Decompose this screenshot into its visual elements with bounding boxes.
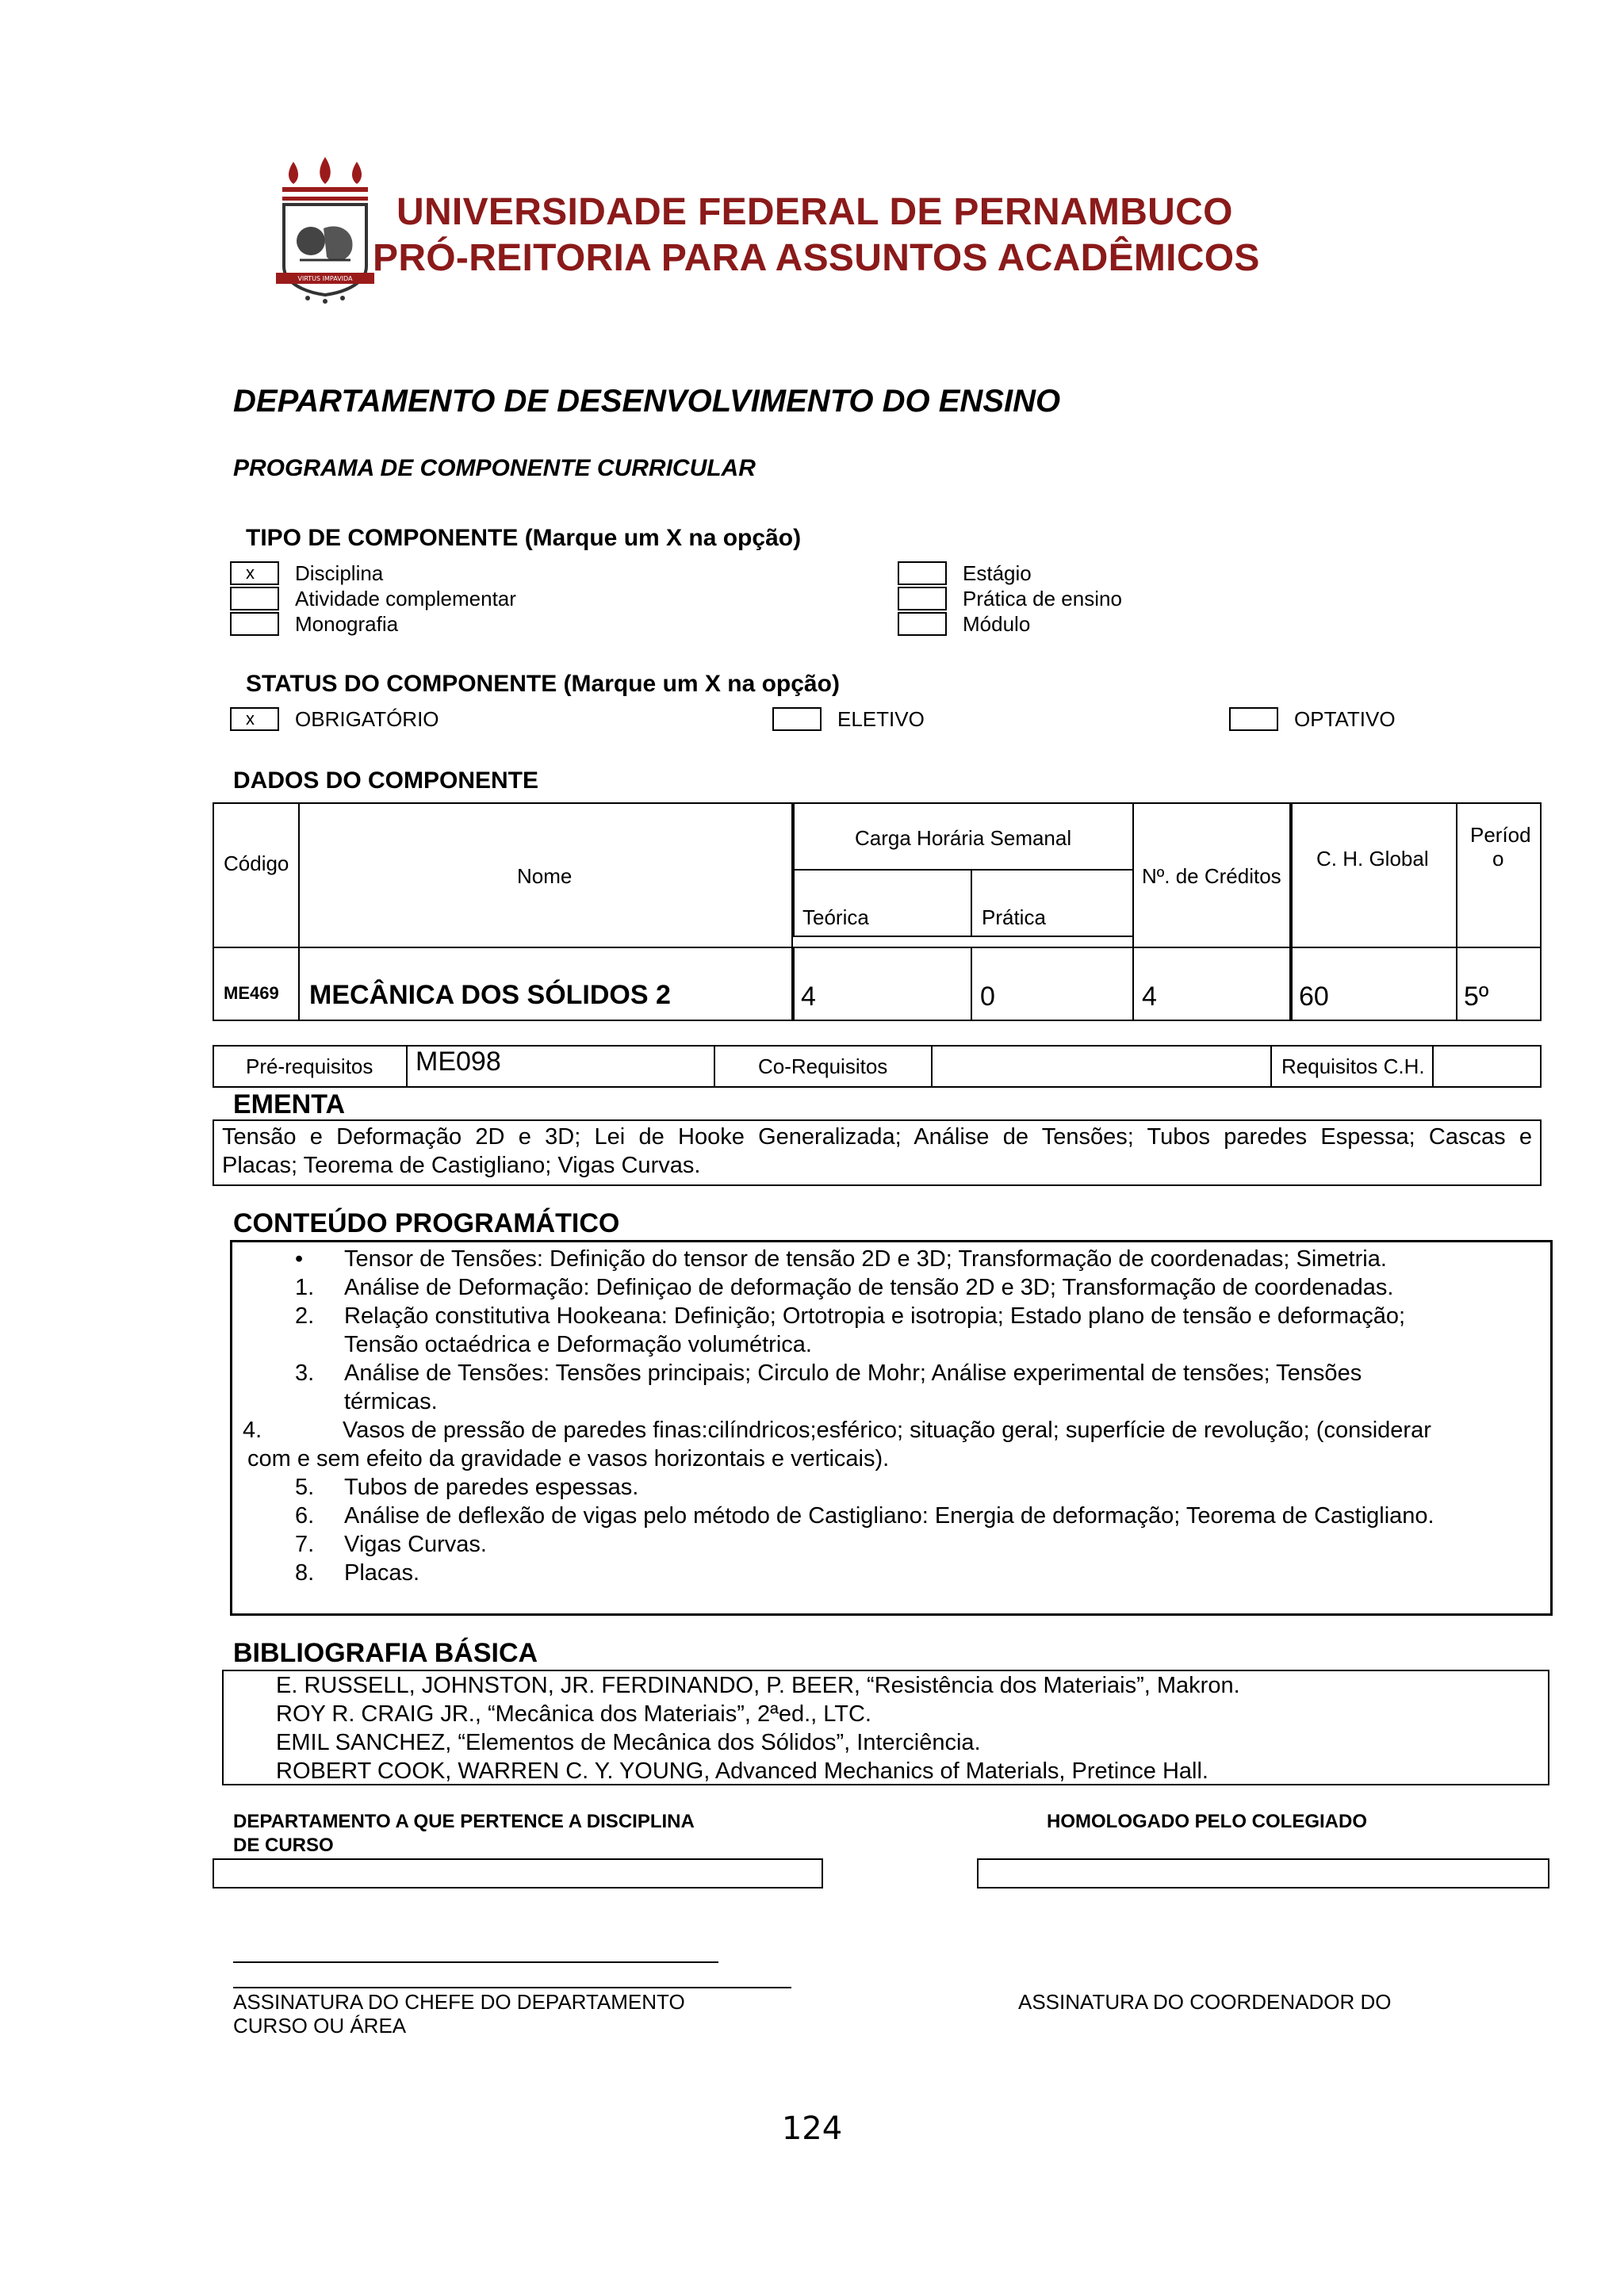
co-requisitos-value-cell [931,1045,1272,1088]
conteudo-item-4-line-1: com e sem efeito da gravidade e vasos horizontais e verticais). [247,1446,890,1471]
option-obrigatorio: OBRIGATÓRIO [295,707,439,731]
header-carga: Carga Horária Semanal [855,826,1072,850]
logo-motto: VIRTUS IMPAVIDA [297,275,353,282]
conteudo-marker-4: 4. [243,1418,262,1443]
departamento-field[interactable] [213,1858,823,1888]
conteudo-marker-5: 5. [295,1475,315,1500]
value-pratica: 0 [980,982,995,1012]
header-chglobal: C. H. Global [1316,847,1429,871]
departamento-label-1: DEPARTAMENTO A QUE PERTENCE A DISCIPLINA [233,1811,695,1832]
requisitos-ch-value-cell [1432,1045,1542,1088]
option-disciplina: Disciplina [295,561,384,585]
header-codigo: Código [224,851,289,875]
option-modulo: Módulo [963,612,1031,636]
assinatura-coordenador: ASSINATURA DO COORDENADOR DO [1018,1990,1392,2014]
requisitos-ch-label: Requisitos C.H. [1281,1054,1425,1078]
option-atividade: Atividade complementar [295,587,516,610]
conteudo-item-8-line-0: Placas. [344,1560,420,1586]
conteudo-item-7-line-0: Vigas Curvas. [344,1532,487,1557]
conteudo-marker-8: 8. [295,1560,315,1586]
conteudo-marker-1: 1. [295,1275,315,1300]
value-teorica-cell [793,947,972,1021]
conteudo-item-4-line-0: Vasos de pressão de paredes finas:cilíndricos;esférico; situação geral; superfície de revolução; (considerar [343,1418,1431,1443]
bibliografia-item-2: EMIL SANCHEZ, “Elementos de Mecânica dos Sólidos”, Interciência. [276,1730,981,1755]
checkbox-obrigatorio[interactable]: x [230,707,279,731]
value-periodo: 5º [1464,982,1489,1012]
departamento-label-2: DE CURSO [233,1835,334,1856]
conteudo-item-2-line-1: Tensão octaédrica e Deformação volumétrica. [344,1332,812,1357]
bibliografia-item-3: ROBERT COOK, WARREN C. Y. YOUNG, Advanced Mechanics of Materials, Pretince Hall. [276,1758,1208,1784]
conteudo-item-3-line-1: térmicas. [344,1389,438,1414]
header-teorica: Teórica [802,905,869,929]
conteudo-marker-7: 7. [295,1532,315,1557]
checkbox-pratica-ensino[interactable] [898,587,947,610]
checkbox-disciplina[interactable]: x [230,561,279,585]
university-title: UNIVERSIDADE FEDERAL DE PERNAMBUCO [396,191,1233,233]
conteudo-item-2-line-0: Relação constitutiva Hookeana: Definição; Ortotropia e isotropia; Estado plano de tensão e deformação; [344,1303,1406,1329]
checkbox-modulo[interactable] [898,612,947,636]
header-creditos: Nº. de Créditos [1142,864,1281,888]
dados-heading: DADOS DO COMPONENTE [233,767,539,794]
value-nome: MECÂNICA DOS SÓLIDOS 2 [309,980,671,1010]
bibliografia-item-0: E. RUSSELL, JOHNSTON, JR. FERDINANDO, P. BEER, “Resistência dos Materiais”, Makron. [276,1673,1240,1698]
header-nome: Nome [517,864,573,888]
signature-line-1 [233,1961,718,1963]
header-periodo-2: o [1492,847,1504,871]
header-pratica: Prática [982,905,1046,929]
ementa-line-2: Placas; Teorema de Castigliano; Vigas Curvas. [222,1153,701,1178]
conteudo-marker-2: 2. [295,1303,315,1329]
university-logo [276,155,374,306]
conteudo-item-1-line-0: Análise de Deformação: Definiçao de deformação de tensão 2D e 3D; Transformação de coordenadas. [344,1275,1394,1300]
pre-requisitos-label: Pré-requisitos [246,1054,373,1078]
ementa-heading: EMENTA [233,1089,346,1119]
checkbox-atividade[interactable] [230,587,279,610]
value-creditos: 4 [1142,982,1157,1012]
conteudo-item-3-line-0: Análise de Tensões: Tensões principais; Circulo de Mohr; Análise experimental de tensões; Tensões [344,1360,1362,1386]
ementa-line-1: Tensão e Deformação 2D e 3D; Lei de Hooke Generalizada; Análise de Tensões; Tubos paredes Espessa; Cascas e [222,1124,1532,1150]
department-heading: DEPARTAMENTO DE DESENVOLVIMENTO DO ENSINO [233,384,1061,419]
program-heading: PROGRAMA DE COMPONENTE CURRICULAR [233,455,756,481]
bibliografia-heading: BIBLIOGRAFIA BÁSICA [233,1638,538,1668]
conteudo-item-0-line-0: Tensor de Tensões: Definição do tensor de tensão 2D e 3D; Transformação de coordenadas; Simetria. [344,1246,1387,1272]
header-chglobal-cell [1291,802,1457,948]
bibliografia-item-1: ROY R. CRAIG JR., “Mecânica dos Materiais”, 2ªed., LTC. [276,1701,871,1727]
checkbox-monografia[interactable] [230,612,279,636]
conteudo-marker-3: 3. [295,1360,315,1386]
tipo-heading: TIPO DE COMPONENTE (Marque um X na opção) [246,525,802,551]
conteudo-marker-6: 6. [295,1503,315,1529]
conteudo-item-5-line-0: Tubos de paredes espessas. [344,1475,639,1500]
page-number: 124 [781,2110,843,2147]
assinatura-chefe-2: CURSO OU ÁREA [233,2014,407,2038]
value-codigo: ME469 [224,983,279,1003]
conteudo-marker-0: • [295,1246,304,1272]
checkbox-eletivo[interactable] [772,707,822,731]
co-requisitos-label: Co-Requisitos [758,1054,888,1078]
signature-line-2 [233,1987,791,1988]
conteudo-heading: CONTEÚDO PROGRAMÁTICO [233,1208,620,1238]
homologado-field[interactable] [977,1858,1549,1888]
checkbox-optativo[interactable] [1229,707,1278,731]
assinatura-chefe-1: ASSINATURA DO CHEFE DO DEPARTAMENTO [233,1990,685,2014]
option-eletivo: ELETIVO [837,707,925,731]
status-heading: STATUS DO COMPONENTE (Marque um X na opção) [246,671,840,697]
homologado-label: HOMOLOGADO PELO COLEGIADO [1047,1811,1368,1832]
pre-requisitos-value: ME098 [416,1047,501,1077]
pro-rectory-title: PRÓ-REITORIA PARA ASSUNTOS ACADÊMICOS [373,237,1260,279]
option-estagio: Estágio [963,561,1032,585]
option-monografia: Monografia [295,612,399,636]
option-optativo: OPTATIVO [1294,707,1396,731]
value-teorica: 4 [801,982,816,1012]
checkbox-estagio[interactable] [898,561,947,585]
conteudo-item-6-line-0: Análise de deflexão de vigas pelo método de Castigliano: Energia de deformação; Teorema de Castigliano. [344,1503,1434,1529]
value-chglobal: 60 [1299,982,1329,1012]
header-periodo-1: Períod [1470,823,1531,847]
option-pratica-ensino: Prática de ensino [963,587,1122,610]
